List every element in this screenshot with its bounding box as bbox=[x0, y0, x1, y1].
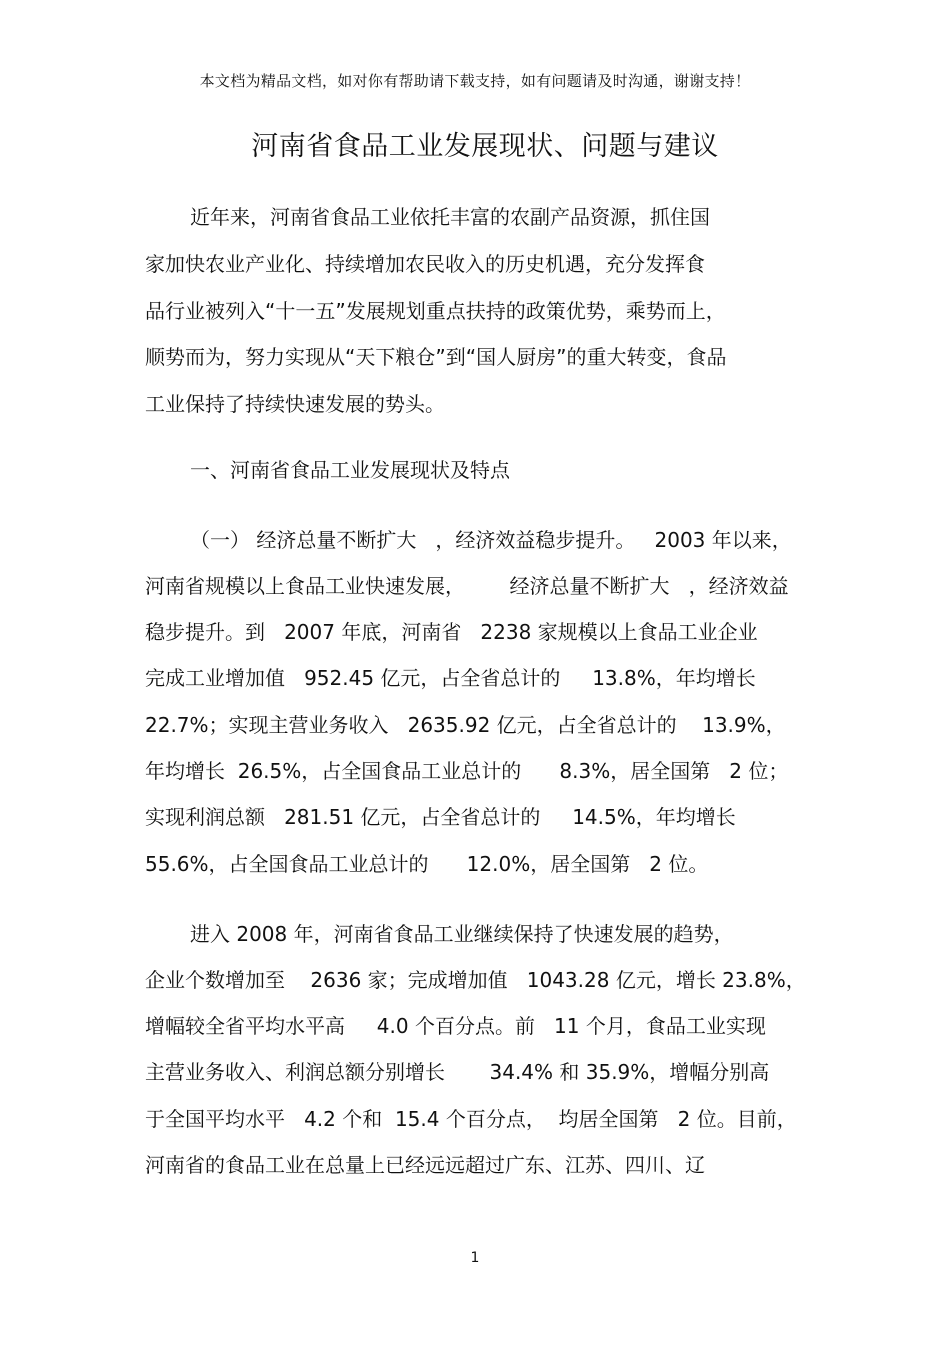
paragraph-line: 增幅较全省平均水平高 4.0 个百分点。前 11 个月，食品工业实现 bbox=[145, 1014, 766, 1038]
page-number: 1 bbox=[470, 1250, 480, 1266]
paragraph-line: 进入 2008 年，河南省食品工业继续保持了快速发展的趋势， bbox=[190, 922, 734, 946]
section-heading: 一、河南省食品工业发展现状及特点 bbox=[190, 458, 510, 482]
paragraph-line: 于全国平均水平 4.2 个和 15.4 个百分点， 均居全国第 2 位。目前， bbox=[145, 1107, 797, 1131]
paragraph-line: （一） 经济总量不断扩大 ，经济效益稳步提升。 2003 年以来， bbox=[190, 528, 792, 552]
paragraph-line: 家加快农业产业化、持续增加农民收入的历史机遇，充分发挥食 bbox=[145, 252, 705, 276]
paragraph-line: 近年来，河南省食品工业依托丰富的农副产品资源，抓住国 bbox=[190, 205, 710, 229]
paragraph-line: 品行业被列入“十一五”发展规划重点扶持的政策优势，乘势而上， bbox=[145, 299, 726, 323]
paragraph-line: 完成工业增加值 952.45 亿元，占全省总计的 13.8%，年均增长 bbox=[145, 666, 756, 690]
paragraph-line: 稳步提升。到 2007 年底，河南省 2238 家规模以上食品工业企业 bbox=[145, 620, 758, 644]
paragraph-line: 主营业务收入、利润总额分别增长 34.4% 和 35.9%，增幅分别高 bbox=[145, 1060, 770, 1084]
paragraph-line: 55.6%，占全国食品工业总计的 12.0%，居全国第 2 位。 bbox=[145, 852, 709, 876]
paragraph-line: 顺势而为，努力实现从“天下粮仓”到“国人厨房”的重大转变，食品 bbox=[145, 345, 727, 369]
header-note: 本文档为精品文档，如对你有帮助请下载支持，如有问题请及时沟通，谢谢支持！ bbox=[199, 72, 751, 90]
document-title: 河南省食品工业发展现状、问题与建议 bbox=[251, 131, 719, 162]
paragraph-line: 企业个数增加至 2636 家；完成增加值 1043.28 亿元，增长 23.8%， bbox=[145, 968, 806, 992]
paragraph-line: 实现利润总额 281.51 亿元，占全省总计的 14.5%，年均增长 bbox=[145, 805, 736, 829]
paragraph-line: 河南省规模以上食品工业快速发展， 经济总量不断扩大 ，经济效益 bbox=[145, 574, 789, 598]
paragraph-line: 年均增长 26.5%，占全国食品工业总计的 8.3%，居全国第 2 位； bbox=[145, 759, 789, 783]
paragraph-line: 22.7%；实现主营业务收入 2635.92 亿元，占全省总计的 13.9%， bbox=[145, 713, 786, 737]
paragraph-line: 工业保持了持续快速发展的势头。 bbox=[145, 392, 445, 416]
paragraph-line: 河南省的食品工业在总量上已经远远超过广东、江苏、四川、辽 bbox=[145, 1153, 705, 1177]
